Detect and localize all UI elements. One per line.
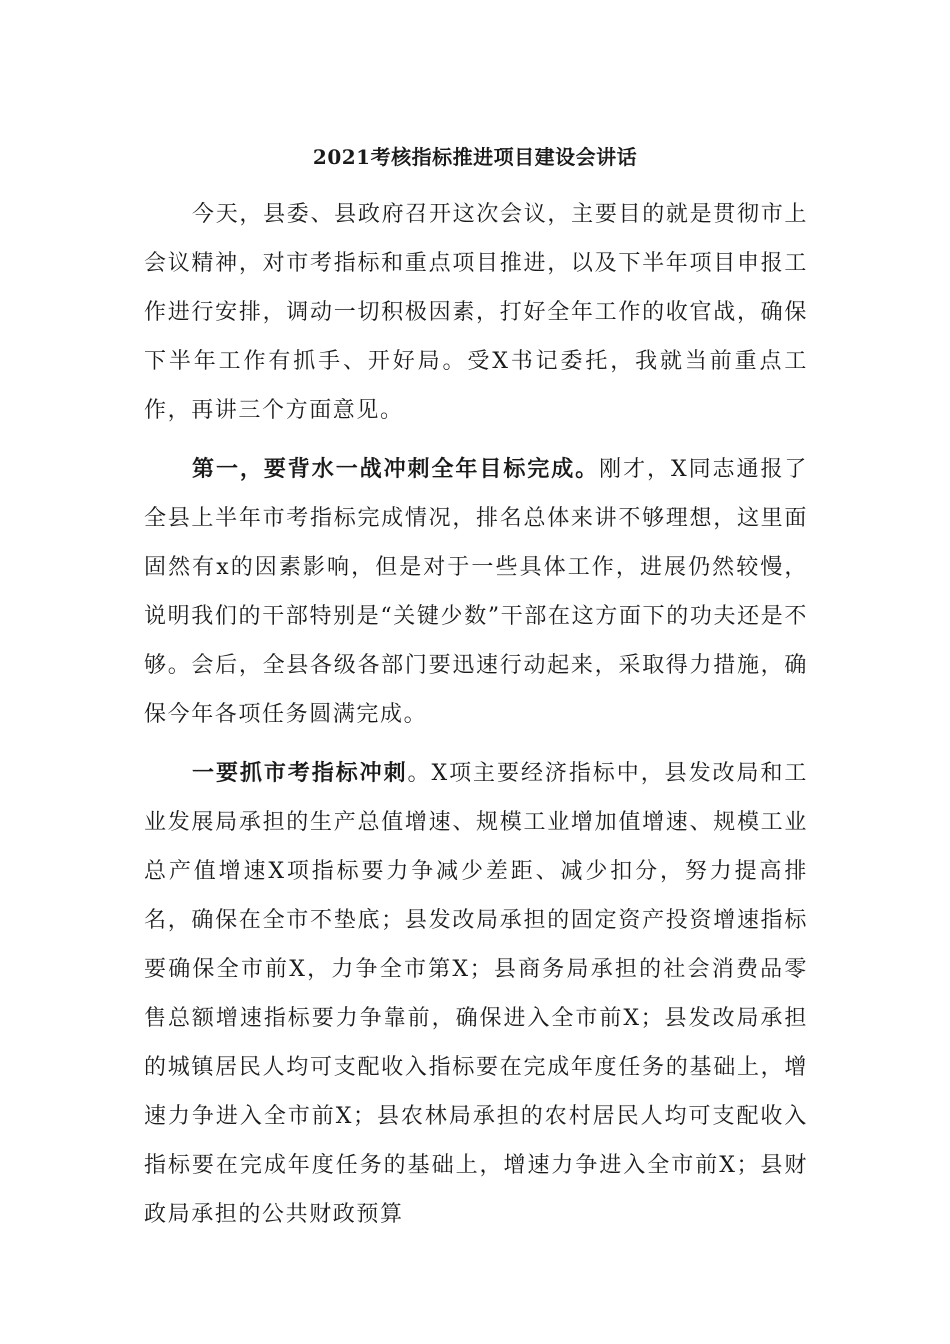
paragraph-intro	[144, 190, 808, 435]
document-title: 2021考核指标推进项目建设会讲话	[312, 145, 638, 169]
paragraph-section-one-heading: 第一，要背水一战冲刺全年目标完成。	[192, 456, 600, 482]
paragraph-subsection-one	[144, 749, 808, 1239]
paragraph-subsection-one-text: 。X项主要经济指标中，县发改局和工业发展局承担的生产总值增速、规模工业增加值增速、规模工业总产值增速X项指标要力争减少差距、减少扣分，努力提高排名，确保在全市不垫底；县发改局承担的固定资产投资增速指标要确保全市前X，力争全市第X；县商务局承担的社会消费品零售总额增速指标要力争靠前，确保进入全市前X；县发改局承担的城镇居民人均可支配收入指标要在完成年度任务的基础上，增速力争进入全市前X；县农林局承担的农村居民人均可支配收入指标要在完成年度任务的基础上，增速力争进入全市前X；县财政局承担的公共财政预算	[144, 761, 808, 1227]
paragraph-section-one-text: 刚才，X同志通报了全县上半年市考指标完成情况，排名总体来讲不够理想，这里面固然有x的因素影响，但是对于一些具体工作，进展仍然较慢，说明我们的干部特别是“关键少数”干部在这方面下的功夫还是不够。会后，全县各级各部门要迅速行动起来，采取得力措施，确保今年各项任务圆满完成。	[144, 457, 808, 727]
paragraph-section-one	[144, 445, 808, 739]
document-body	[144, 190, 808, 1239]
paragraph-subsection-one-heading: 一要抓市考指标冲刺	[192, 760, 408, 786]
paragraph-intro-text: 今天，县委、县政府召开这次会议，主要目的就是贯彻市上会议精神，对市考指标和重点项目推进，以及下半年项目申报工作进行安排，调动一切积极因素，打好全年工作的收官战，确保下半年工作有抓手、开好局。受X书记委托，我就当前重点工作，再讲三个方面意见。	[144, 202, 808, 423]
